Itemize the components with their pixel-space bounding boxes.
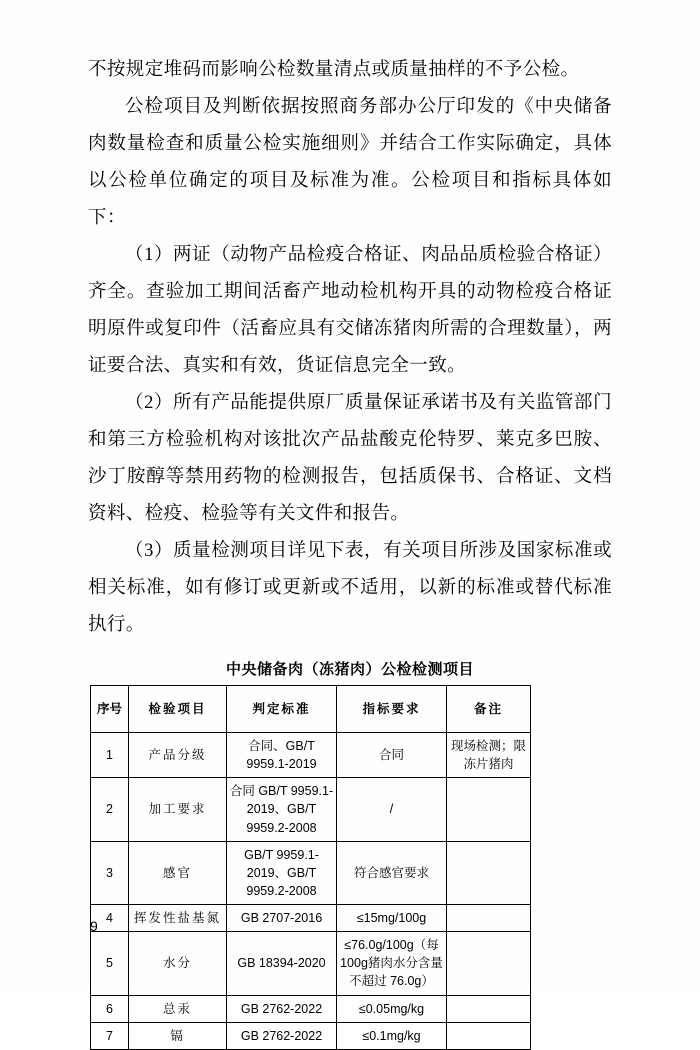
cell-seq: 4 xyxy=(91,905,129,932)
cell-standard: 合同 GB/T 9959.1-2019、GB/T 9959.2-2008 xyxy=(227,778,337,841)
cell-requirement: ≤76.0g/100g（每100g猪肉水分含量不超过 76.0g） xyxy=(337,932,447,995)
table-row xyxy=(91,733,531,778)
cell-requirement: 合同 xyxy=(337,733,447,778)
column-header-remark: 备注 xyxy=(447,686,531,733)
table-row xyxy=(91,841,531,904)
cell-seq: 5 xyxy=(91,932,129,995)
cell-seq: 3 xyxy=(91,841,129,904)
inspection-items-table xyxy=(90,685,531,1050)
paragraph-3: （1）两证（动物产品检疫合格证、肉品品质检验合格证）齐全。查验加工期间活畜产地动检机构开具的动物检疫合格证明原件或复印件（活畜应具有交储冻猪肉所需的合理数量），两证要合法、真实和有效，货证信息完全一致。 xyxy=(88,245,612,376)
cell-remark xyxy=(447,1022,531,1049)
cell-remark xyxy=(447,778,531,841)
paragraph-1: 不按规定堆码而影响公检数量清点或质量抽样的不予公检。 xyxy=(88,60,580,80)
cell-seq: 2 xyxy=(91,778,129,841)
page-content xyxy=(88,52,612,1050)
cell-remark xyxy=(447,932,531,995)
column-header-standard: 判定标准 xyxy=(227,686,337,733)
table-row xyxy=(91,995,531,1022)
column-header-item: 检验项目 xyxy=(129,686,227,733)
cell-seq: 6 xyxy=(91,995,129,1022)
cell-seq: 1 xyxy=(91,733,129,778)
cell-item: 镉 xyxy=(129,1022,227,1049)
cell-item: 产品分级 xyxy=(129,733,227,778)
paragraph-2: 公检项目及判断依据按照商务部办公厅印发的《中央储备肉数量检查和质量公检实施细则》并结合工作实际确定，具体以公检单位确定的项目及标准为准。公检项目和指标具体如下： xyxy=(88,97,612,228)
cell-requirement: / xyxy=(337,778,447,841)
cell-item: 总汞 xyxy=(129,995,227,1022)
table-row xyxy=(91,932,531,995)
cell-remark xyxy=(447,995,531,1022)
table-row xyxy=(91,905,531,932)
cell-requirement: 符合感官要求 xyxy=(337,841,447,904)
column-header-requirement: 指标要求 xyxy=(337,686,447,733)
paragraph-5: （3）质量检测项目详见下表，有关项目所涉及国家标准或相关标准，如有修订或更新或不适用，以新的标准或替代标准执行。 xyxy=(88,541,612,635)
cell-item: 水分 xyxy=(129,932,227,995)
page-number: 9 xyxy=(90,918,98,934)
cell-standard: GB 2762-2022 xyxy=(227,995,337,1022)
cell-requirement: ≤0.05mg/kg xyxy=(337,995,447,1022)
cell-standard: 合同、GB/T 9959.1-2019 xyxy=(227,733,337,778)
cell-requirement: ≤0.1mg/kg xyxy=(337,1022,447,1049)
cell-remark: 现场检测；限冻片猪肉 xyxy=(447,733,531,778)
table-header-row xyxy=(91,686,531,733)
cell-standard: GB/T 9959.1-2019、GB/T 9959.2-2008 xyxy=(227,841,337,904)
column-header-seq: 序号 xyxy=(91,686,129,733)
cell-standard: GB 2707-2016 xyxy=(227,905,337,932)
paragraph-4: （2）所有产品能提供原厂质量保证承诺书及有关监管部门和第三方检验机构对该批次产品盐酸克伦特罗、莱克多巴胺、沙丁胺醇等禁用药物的检测报告，包括质保书、合格证、文档资料、检疫、检验等有关文件和报告。 xyxy=(88,393,612,524)
cell-seq: 7 xyxy=(91,1022,129,1049)
table-title: 中央储备肉（冻猪肉）公检检测项目 xyxy=(225,661,474,678)
cell-requirement: ≤15mg/100g xyxy=(337,905,447,932)
cell-remark xyxy=(447,905,531,932)
table-row xyxy=(91,1022,531,1049)
cell-remark xyxy=(447,841,531,904)
cell-standard: GB 2762-2022 xyxy=(227,1022,337,1049)
cell-item: 加工要求 xyxy=(129,778,227,841)
cell-item: 挥发性盐基氮 xyxy=(129,905,227,932)
table-row xyxy=(91,778,531,841)
cell-standard: GB 18394-2020 xyxy=(227,932,337,995)
cell-item: 感官 xyxy=(129,841,227,904)
